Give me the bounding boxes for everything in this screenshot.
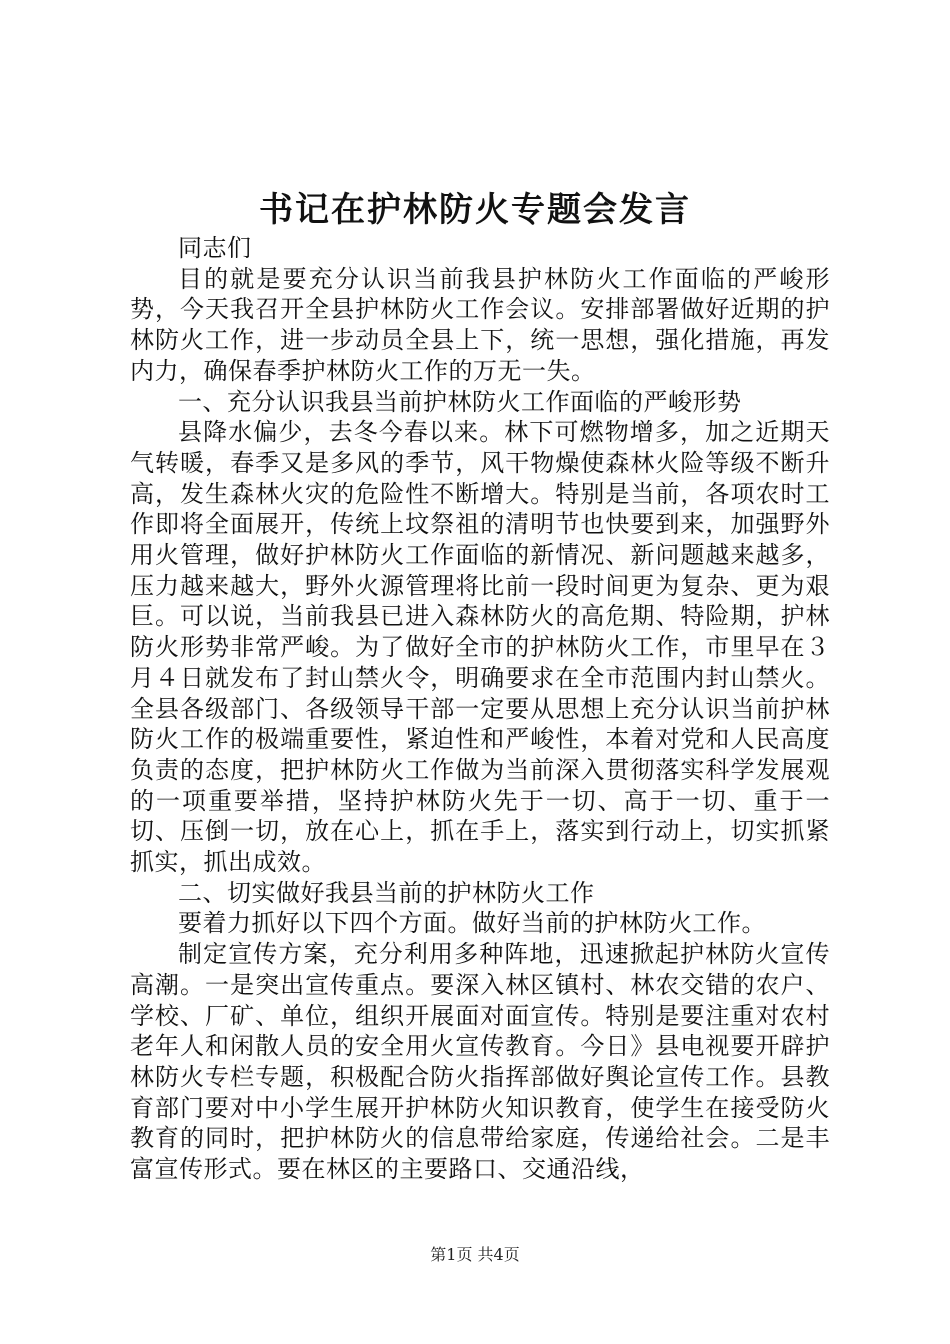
- page-footer: 第1页 共4页: [430, 1245, 520, 1264]
- paragraph-situation: 县降水偏少，去冬今春以来。林下可燃物增多，加之近期天气转暖，春季又是多风的季节，风干物燥使森林火险等级不断升高，发生森林火灾的危险性不断增大。特别是当前，各项农时工作即将全面展开，传统上坟祭祖的清明节也快要到来，加强野外用火管理，做好护林防火工作面临的新情况、新问题越来越多，压力越来越大，野外火源管理将比前一段时间更为复杂、更为艰巨。可以说，当前我县已进入森林防火的高危期、特险期，护林防火形势非常严峻。为了做好全市的护林防火工作，市里早在３月４日就发布了封山禁火令，明确要求在全市范围内封山禁火。全县各级部门、各级领导干部一定要从思想上充分认识当前护林防火工作的极端重要性，紧迫性和严峻性，本着对党和人民高度负责的态度，把护林防火工作做为当前深入贯彻落实科学发展观的一项重要举措，坚持护林防火先于一切、高于一切、重于一切、压倒一切，放在心上，抓在手上，落实到行动上，切实抓紧抓实，抓出成效。: [130, 418, 830, 877]
- section-heading-1: 一、充分认识我县当前护林防火工作面临的严峻形势: [178, 387, 742, 416]
- paragraph-publicity: 制定宣传方案，充分利用多种阵地，迅速掀起护林防火宣传高潮。一是突出宣传重点。要深入林区镇村、林农交错的农户、学校、厂矿、单位，组织开展面对面宣传。特别是要注重对农村老年人和闲散人员的安全用火宣传教育。今日》县电视要开辟护林防火专栏专题，积极配合防火指挥部做好舆论宣传工作。县教育部门要对中小学生展开护林防火知识教育，使学生在接受防火教育的同时，把护林防火的信息带给家庭，传递给社会。二是丰富宣传形式。要在林区的主要路口、交通沿线，: [130, 940, 830, 1184]
- document-title: 书记在护林防火专题会发言: [259, 190, 691, 230]
- document-body: [130, 233, 830, 1185]
- paragraph-four-aspects: 要着力抓好以下四个方面。做好当前的护林防火工作。: [178, 909, 766, 938]
- paragraph-intro: 目的就是要充分认识当前我县护林防火工作面临的严峻形势，今天我召开全县护林防火工作会议。安排部署做好近期的护林防火工作，进一步动员全县上下，统一思想，强化措施，再发内力，确保春季护林防火工作的万无一失。: [130, 264, 830, 385]
- section-heading-2: 二、切实做好我县当前的护林防火工作: [178, 878, 595, 907]
- paragraph-greeting: 同志们: [178, 234, 252, 262]
